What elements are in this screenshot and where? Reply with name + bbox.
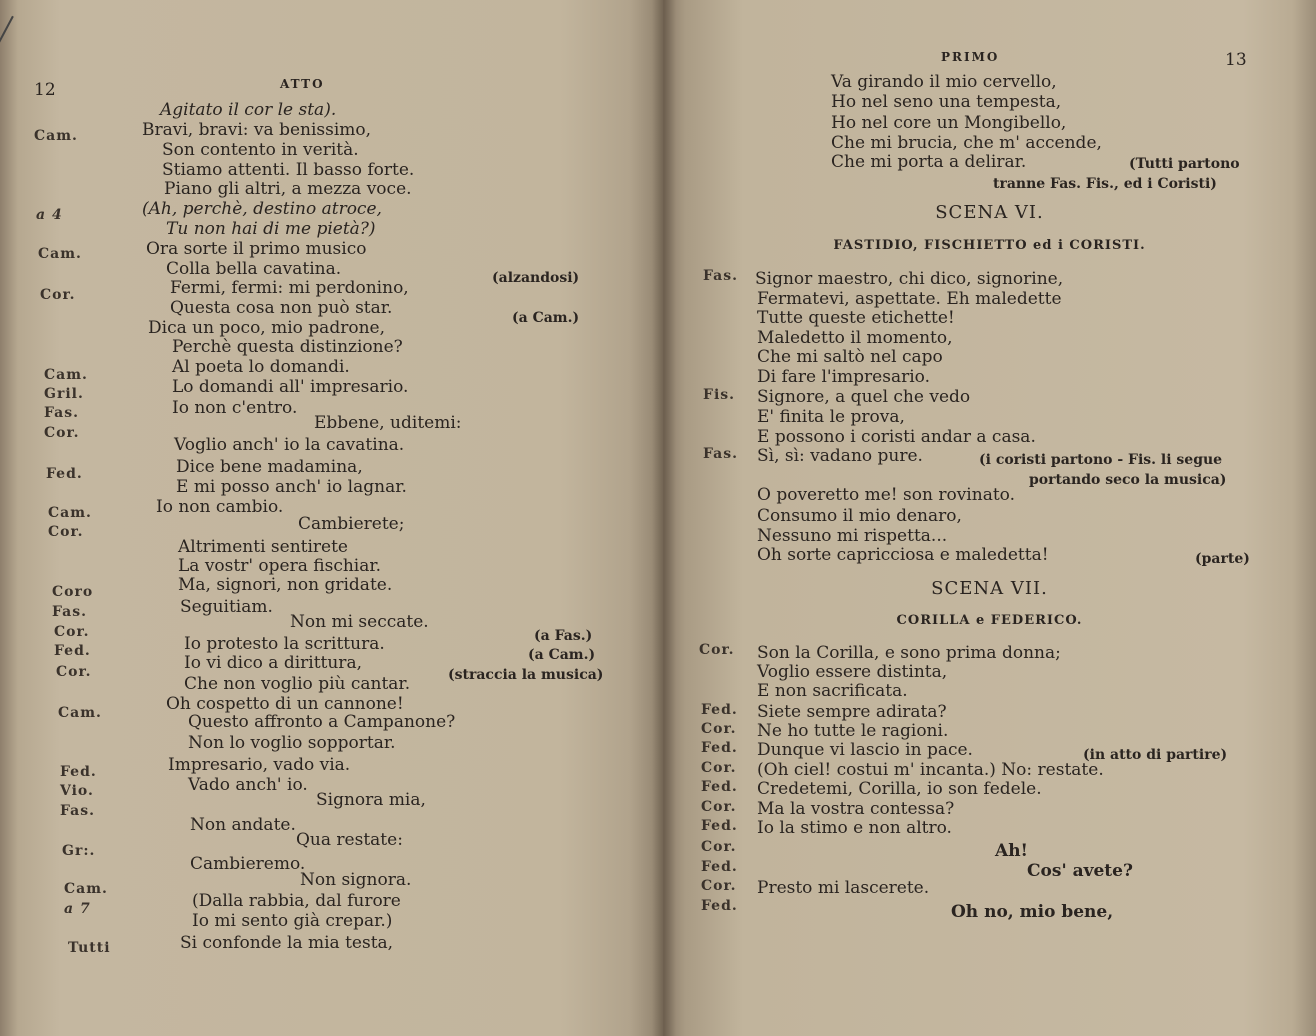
stage-direction: (parte) bbox=[1195, 551, 1250, 567]
verse-line: E mi posso anch' io lagnar. bbox=[176, 477, 407, 497]
scene-heading: SCENA VI. bbox=[935, 202, 1044, 223]
verse-line: E non sacrificata. bbox=[757, 681, 908, 701]
stage-direction: tranne Fas. Fis., ed i Coristi) bbox=[993, 176, 1217, 192]
stage-direction: (a Fas.) bbox=[534, 628, 593, 644]
speaker-label: Cor. bbox=[701, 799, 737, 815]
verse-line: Io non c'entro. bbox=[172, 398, 298, 418]
verse-line: Piano gli altri, a mezza voce. bbox=[164, 179, 412, 199]
verse-line: Che mi porta a delirar. bbox=[831, 152, 1027, 172]
verse-line: Ah! bbox=[995, 841, 1029, 861]
verse-line: Che non voglio più cantar. bbox=[184, 674, 411, 694]
verse-line: Non lo voglio sopportar. bbox=[188, 733, 396, 753]
stage-direction: (Tutti partono bbox=[1129, 156, 1240, 172]
speaker-label: Fed. bbox=[701, 898, 738, 914]
speaker-label: Fed. bbox=[701, 702, 738, 718]
verse-line: Io la stimo e non altro. bbox=[757, 818, 952, 838]
verse-line: Dice bene madamina, bbox=[176, 457, 363, 477]
page-number: 12 bbox=[34, 80, 56, 100]
verse-line: (Ah, perchè, destino atroce, bbox=[142, 199, 382, 219]
verse-line: Ne ho tutte le ragioni. bbox=[757, 721, 949, 741]
verse-line: Che mi brucia, che m' accende, bbox=[831, 133, 1102, 153]
verse-line: Cos' avete? bbox=[1027, 861, 1133, 881]
speaker-label: Fed. bbox=[701, 859, 738, 875]
verse-line: Consumo il mio denaro, bbox=[757, 506, 962, 526]
verse-line: (Dalla rabbia, dal furore bbox=[192, 891, 401, 911]
running-head: PRIMO bbox=[941, 50, 1000, 64]
speaker-label: Cor. bbox=[44, 425, 80, 441]
verse-line: Dunque vi lascio in pace. bbox=[757, 740, 973, 760]
speaker-label: Coro bbox=[52, 584, 94, 600]
scene-cast: FASTIDIO, FISCHIETTO ed i CORISTI. bbox=[833, 238, 1146, 253]
speaker-label: Cam. bbox=[38, 246, 82, 262]
verse-line: Io non cambio. bbox=[156, 497, 284, 517]
verse-line: Ho nel seno una tempesta, bbox=[831, 92, 1062, 112]
stage-direction: portando seco la musica) bbox=[1029, 472, 1227, 488]
verse-line: E' finita le prova, bbox=[757, 407, 905, 427]
verse-line: Oh cospetto di un cannone! bbox=[166, 694, 404, 714]
verse-line: Ebbene, uditemi: bbox=[314, 413, 462, 433]
speaker-label: Cor. bbox=[48, 524, 84, 540]
speaker-label: a 7 bbox=[64, 901, 91, 917]
verse-line: Dica un poco, mio padrone, bbox=[148, 318, 385, 338]
verse-line: Perchè questa distinzione? bbox=[172, 337, 403, 357]
verse-line: Non signora. bbox=[300, 870, 412, 890]
speaker-label: Cor. bbox=[54, 624, 90, 640]
speaker-label: Vio. bbox=[60, 783, 94, 799]
stage-direction: (i coristi partono - Fis. li segue bbox=[979, 452, 1223, 468]
verse-line: Stiamo attenti. Il basso forte. bbox=[162, 160, 415, 180]
verse-line: Impresario, vado via. bbox=[168, 755, 351, 775]
verse-line: Siete sempre adirata? bbox=[757, 702, 947, 722]
verse-line: Colla bella cavatina. bbox=[166, 259, 342, 279]
verse-line: Al poeta lo domandi. bbox=[172, 357, 350, 377]
speaker-label: Fas. bbox=[60, 803, 96, 819]
verse-line: Oh sorte capricciosa e maledetta! bbox=[757, 545, 1049, 565]
verse-line: Lo domandi all' impresario. bbox=[172, 377, 409, 397]
verse-line: Bravi, bravi: va benissimo, bbox=[142, 120, 372, 140]
speaker-label: Cor. bbox=[56, 664, 92, 680]
speaker-label: Fas. bbox=[703, 446, 739, 462]
verse-line: Nessuno mi rispetta... bbox=[757, 526, 948, 546]
verse-line: E possono i coristi andar a casa. bbox=[757, 427, 1036, 447]
speaker-label: Fis. bbox=[703, 387, 736, 403]
stage-direction: (a Cam.) bbox=[512, 310, 580, 326]
speaker-label: Cam. bbox=[44, 367, 88, 383]
speaker-label: Fed. bbox=[54, 643, 91, 659]
verse-line: Ora sorte il primo musico bbox=[146, 239, 367, 259]
verse-line: Vado anch' io. bbox=[188, 775, 308, 795]
speaker-label: Fas. bbox=[44, 405, 80, 421]
speaker-label: a 4 bbox=[36, 207, 63, 223]
verse-line: Non mi seccate. bbox=[290, 612, 429, 632]
page-number: 13 bbox=[1225, 50, 1247, 70]
book-gutter bbox=[652, 0, 676, 1036]
speaker-label: Gr:. bbox=[62, 843, 96, 859]
verse-line: Cambieremo. bbox=[190, 854, 306, 874]
speaker-label: Cor. bbox=[701, 721, 737, 737]
stage-direction: (in atto di partire) bbox=[1083, 747, 1228, 763]
speaker-label: Fas. bbox=[52, 604, 88, 620]
verse-line: Fermatevi, aspettate. Eh maledette bbox=[757, 289, 1062, 309]
verse-line: (Oh ciel! costui m' incanta.) No: restate. bbox=[757, 760, 1104, 780]
speaker-label: Cor. bbox=[40, 287, 76, 303]
verse-line: Fermi, fermi: mi perdonino, bbox=[170, 278, 409, 298]
verse-line: Di fare l'impresario. bbox=[757, 367, 930, 387]
stage-direction: (a Cam.) bbox=[528, 647, 596, 663]
speaker-label: Cam. bbox=[48, 505, 92, 521]
verse-line: Ma, signori, non gridate. bbox=[178, 575, 393, 595]
verse-line: O poveretto me! son rovinato. bbox=[757, 485, 1015, 505]
speaker-label: Cor. bbox=[701, 760, 737, 776]
verse-line: Ho nel core un Mongibello, bbox=[831, 113, 1067, 133]
verse-line: Son la Corilla, e sono prima donna; bbox=[757, 643, 1061, 663]
verse-line: Signor maestro, chi dico, signorine, bbox=[755, 269, 1064, 289]
verse-line: Son contento in verità. bbox=[162, 140, 359, 160]
verse-line: Voglio anch' io la cavatina. bbox=[174, 435, 405, 455]
speaker-label: Fed. bbox=[701, 740, 738, 756]
speaker-label: Cor. bbox=[701, 878, 737, 894]
stage-direction: (alzandosi) bbox=[492, 270, 580, 286]
speaker-label: Fas. bbox=[703, 268, 739, 284]
verse-line: Voglio essere distinta, bbox=[757, 662, 948, 682]
verse-line: La vostr' opera fischiar. bbox=[178, 556, 382, 576]
speaker-label: Fed. bbox=[701, 818, 738, 834]
speaker-label: Cam. bbox=[34, 128, 78, 144]
verse-line: Credetemi, Corilla, io son fedele. bbox=[757, 779, 1042, 799]
verse-line: Sì, sì: vadano pure. bbox=[757, 446, 923, 466]
speaker-label: Cor. bbox=[699, 642, 735, 658]
scene-heading: SCENA VII. bbox=[931, 578, 1048, 599]
verse-line: Tutte queste etichette! bbox=[757, 308, 955, 328]
verse-line: Agitato il cor le sta). bbox=[160, 100, 337, 120]
verse-line: Ma la vostra contessa? bbox=[757, 799, 955, 819]
speaker-label: Fed. bbox=[60, 764, 97, 780]
verse-line: Io vi dico a dirittura, bbox=[184, 653, 362, 673]
speaker-label: Tutti bbox=[68, 940, 111, 956]
running-head: ATTO bbox=[280, 77, 325, 91]
verse-line: Non andate. bbox=[190, 815, 296, 835]
verse-line: Questa cosa non può star. bbox=[170, 298, 393, 318]
verse-line: Io protesto la scrittura. bbox=[184, 634, 385, 654]
verse-line: Oh no, mio bene, bbox=[951, 902, 1114, 922]
speaker-label: Fed. bbox=[46, 466, 83, 482]
speaker-label: Fed. bbox=[701, 779, 738, 795]
verse-line: Signore, a quel che vedo bbox=[757, 387, 971, 407]
verse-line: Seguitiam. bbox=[180, 597, 273, 617]
verse-line: Qua restate: bbox=[296, 830, 403, 850]
speaker-label: Cam. bbox=[64, 881, 108, 897]
right-page bbox=[663, 0, 1316, 1036]
verse-line: Maledetto il momento, bbox=[757, 328, 953, 348]
speaker-label: Cam. bbox=[58, 705, 102, 721]
speaker-label: Cor. bbox=[701, 839, 737, 855]
verse-line: Signora mia, bbox=[316, 790, 426, 810]
verse-line: Si confonde la mia testa, bbox=[180, 933, 394, 953]
speaker-label: Gril. bbox=[44, 386, 84, 402]
stage-direction: (straccia la musica) bbox=[448, 667, 604, 683]
verse-line: Io mi sento già crepar.) bbox=[192, 911, 393, 931]
pencil-mark bbox=[0, 16, 14, 50]
verse-line: Va girando il mio cervello, bbox=[831, 72, 1057, 92]
verse-line: Tu non hai di me pietà?) bbox=[166, 219, 376, 239]
verse-line: Questo affronto a Campanone? bbox=[188, 712, 456, 732]
scene-cast: CORILLA e FEDERICO. bbox=[896, 613, 1083, 628]
verse-line: Che mi saltò nel capo bbox=[757, 347, 943, 367]
verse-line: Presto mi lascerete. bbox=[757, 878, 930, 898]
verse-line: Cambierete; bbox=[298, 514, 405, 534]
verse-line: Altrimenti sentirete bbox=[178, 537, 348, 557]
